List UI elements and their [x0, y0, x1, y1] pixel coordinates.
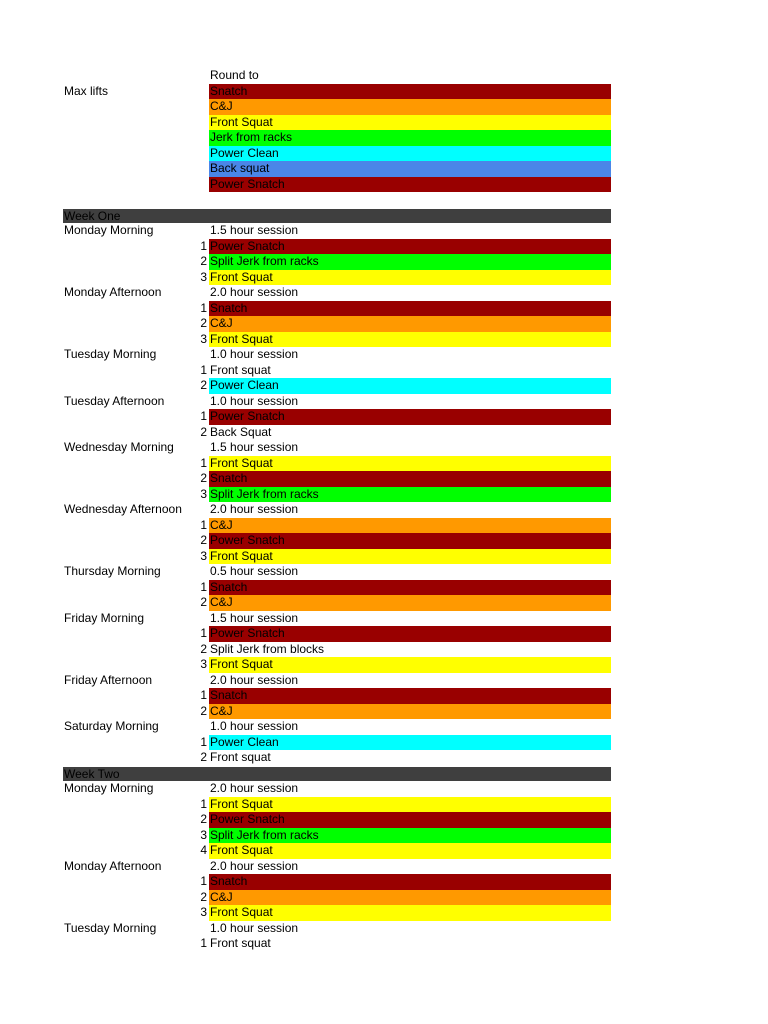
exercise-number: 3: [200, 331, 207, 346]
exercise-number: 2: [200, 812, 207, 826]
lift-cell[interactable]: Front Squat: [209, 115, 611, 131]
exercise-row: [0, 518, 768, 534]
exercise-row: [0, 812, 768, 828]
session-duration: 1.0 hour session: [210, 719, 299, 733]
session-duration: 2.0 hour session: [210, 672, 299, 687]
exercise-cell[interactable]: Snatch: [209, 471, 611, 487]
exercise-cell[interactable]: Power Clean: [209, 378, 611, 394]
exercise-row: [0, 456, 768, 472]
session-row: [0, 611, 768, 627]
session-duration: 1.0 hour session: [210, 393, 299, 408]
exercise-row: [0, 657, 768, 673]
session-duration: 1.0 hour session: [210, 920, 299, 935]
exercise-row: [0, 270, 768, 286]
exercise-row: [0, 301, 768, 317]
lift-row: [0, 130, 768, 146]
exercise-number: 2: [200, 641, 207, 656]
exercise-row: [0, 239, 768, 255]
exercise-number: 2: [200, 254, 207, 268]
session-day: Wednesday Morning: [64, 440, 174, 454]
exercise-cell[interactable]: Front Squat: [209, 332, 611, 348]
exercise-number: 1: [200, 734, 207, 749]
exercise-number: 2: [200, 595, 207, 609]
session-day: Saturday Morning: [64, 719, 159, 733]
round-to-label: Round to: [210, 68, 259, 82]
lift-cell[interactable]: Jerk from racks: [209, 130, 611, 146]
exercise-cell[interactable]: Front Squat: [209, 456, 611, 472]
lift-row: [0, 146, 768, 162]
exercise-row: [0, 704, 768, 720]
exercise-number: 3: [200, 827, 207, 842]
exercise-number: 2: [200, 316, 207, 330]
session-duration: 2.0 hour session: [210, 781, 299, 795]
exercise-number: 1: [200, 409, 207, 423]
session-duration: 0.5 hour session: [210, 564, 299, 578]
exercise-cell[interactable]: Snatch: [209, 580, 611, 596]
session-row: [0, 859, 768, 875]
exercise-row: [0, 843, 768, 859]
exercise-row: [0, 890, 768, 906]
exercise-row: [0, 595, 768, 611]
exercise-cell[interactable]: Snatch: [209, 688, 611, 704]
session-row: [0, 502, 768, 518]
session-row: [0, 440, 768, 456]
exercise-cell[interactable]: Front squat: [210, 362, 271, 377]
exercise-row: [0, 254, 768, 270]
exercise-cell[interactable]: Split Jerk from racks: [209, 487, 611, 503]
session-duration: 1.5 hour session: [210, 440, 299, 454]
exercise-row: [0, 797, 768, 813]
exercise-cell[interactable]: Power Snatch: [209, 533, 611, 549]
exercise-cell[interactable]: Power Snatch: [209, 626, 611, 642]
exercise-cell[interactable]: Front Squat: [209, 657, 611, 673]
lift-cell[interactable]: Back squat: [209, 161, 611, 177]
exercise-number: 1: [200, 936, 207, 950]
session-row: [0, 285, 768, 301]
session-duration: 1.0 hour session: [210, 347, 299, 361]
exercise-number: 1: [200, 874, 207, 888]
exercise-cell[interactable]: Split Jerk from racks: [209, 254, 611, 270]
exercise-row: [0, 378, 768, 394]
exercise-cell[interactable]: Front Squat: [209, 549, 611, 565]
exercise-number: 1: [200, 455, 207, 470]
session-row: [0, 347, 768, 363]
lift-row: [0, 99, 768, 115]
exercise-row: [0, 580, 768, 596]
session-duration: 2.0 hour session: [210, 502, 299, 516]
lift-cell[interactable]: Power Snatch: [209, 177, 611, 193]
exercise-number: 3: [200, 486, 207, 501]
exercise-row: [0, 626, 768, 642]
exercise-number: 2: [200, 378, 207, 392]
session-duration: 2.0 hour session: [210, 285, 299, 299]
session-day: Monday Morning: [64, 781, 154, 795]
exercise-row: [0, 642, 768, 658]
session-day: Tuesday Afternoon: [64, 393, 165, 408]
exercise-cell[interactable]: Front Squat: [209, 270, 611, 286]
exercise-number: 1: [200, 626, 207, 640]
exercise-number: 2: [200, 471, 207, 485]
exercise-number: 2: [200, 424, 207, 439]
exercise-number: 3: [200, 657, 207, 671]
week-title: Week Two: [63, 767, 611, 781]
max-lifts-label: Max lifts: [64, 83, 109, 98]
exercise-cell[interactable]: C&J: [209, 890, 611, 906]
exercise-cell[interactable]: Front squat: [210, 750, 271, 764]
exercise-cell[interactable]: Front Squat: [209, 843, 611, 859]
session-day: Monday Afternoon: [64, 858, 162, 873]
lift-cell[interactable]: Power Clean: [209, 146, 611, 162]
exercise-cell[interactable]: Snatch: [209, 874, 611, 890]
lift-row: [0, 84, 768, 100]
lift-row: [0, 161, 768, 177]
exercise-cell[interactable]: C&J: [209, 316, 611, 332]
exercise-row: [0, 549, 768, 565]
session-day: Friday Afternoon: [64, 672, 153, 687]
exercise-row: [0, 936, 768, 952]
exercise-number: 2: [200, 889, 207, 904]
exercise-row: [0, 409, 768, 425]
lift-cell[interactable]: C&J: [209, 99, 611, 115]
session-day: Monday Morning: [64, 223, 154, 237]
exercise-row: [0, 425, 768, 441]
exercise-row: [0, 828, 768, 844]
exercise-number: 1: [200, 300, 207, 315]
exercise-row: [0, 332, 768, 348]
session-row: [0, 394, 768, 410]
exercise-number: 2: [200, 703, 207, 718]
session-row: [0, 223, 768, 239]
exercise-number: 1: [200, 517, 207, 532]
exercise-cell[interactable]: Power Snatch: [209, 812, 611, 828]
session-row: [0, 921, 768, 937]
exercise-number: 2: [200, 533, 207, 547]
session-duration: 1.5 hour session: [210, 610, 299, 625]
exercise-number: 1: [200, 579, 207, 594]
exercise-cell[interactable]: C&J: [209, 518, 611, 534]
session-duration: 2.0 hour session: [210, 858, 299, 873]
session-day: Monday Afternoon: [64, 285, 162, 299]
session-duration: 1.5 hour session: [210, 223, 299, 237]
lift-row: [0, 177, 768, 193]
exercise-row: [0, 874, 768, 890]
week-title: Week One: [63, 209, 611, 223]
exercise-cell[interactable]: Front Squat: [209, 905, 611, 921]
exercise-number: 4: [200, 843, 207, 857]
exercise-cell[interactable]: Front Squat: [209, 797, 611, 813]
exercise-cell[interactable]: C&J: [209, 595, 611, 611]
session-row: [0, 719, 768, 735]
exercise-number: 1: [200, 238, 207, 253]
week-header-row: [0, 208, 768, 224]
exercise-cell[interactable]: Back Squat: [210, 424, 272, 439]
exercise-number: 1: [200, 688, 207, 702]
exercise-number: 1: [200, 796, 207, 811]
exercise-number: 3: [200, 548, 207, 563]
session-row: [0, 673, 768, 689]
exercise-cell[interactable]: C&J: [209, 704, 611, 720]
exercise-row: [0, 735, 768, 751]
exercise-number: 3: [200, 269, 207, 284]
exercise-row: [0, 471, 768, 487]
exercise-cell[interactable]: Split Jerk from blocks: [210, 641, 325, 656]
session-day: Tuesday Morning: [64, 920, 157, 935]
exercise-cell[interactable]: Power Snatch: [209, 409, 611, 425]
exercise-cell[interactable]: Power Clean: [209, 735, 611, 751]
lift-row: [0, 115, 768, 131]
exercise-cell[interactable]: Front squat: [210, 936, 271, 950]
header-row: [0, 68, 768, 84]
exercise-number: 3: [200, 905, 207, 919]
session-row: [0, 564, 768, 580]
exercise-row: [0, 905, 768, 921]
exercise-row: [0, 688, 768, 704]
exercise-row: [0, 750, 768, 766]
exercise-row: [0, 363, 768, 379]
session-day: Thursday Morning: [64, 564, 161, 578]
exercise-cell[interactable]: Power Snatch: [209, 239, 611, 255]
exercise-row: [0, 316, 768, 332]
exercise-row: [0, 533, 768, 549]
exercise-cell[interactable]: Split Jerk from racks: [209, 828, 611, 844]
lift-cell[interactable]: Snatch: [209, 84, 611, 100]
session-day: Tuesday Morning: [64, 347, 157, 361]
session-day: Friday Morning: [64, 610, 145, 625]
exercise-row: [0, 487, 768, 503]
session-row: [0, 781, 768, 797]
exercise-number: 1: [200, 362, 207, 377]
exercise-cell[interactable]: Snatch: [209, 301, 611, 317]
exercise-number: 2: [200, 750, 207, 764]
session-day: Wednesday Afternoon: [64, 502, 182, 516]
week-header-row: [0, 766, 768, 782]
